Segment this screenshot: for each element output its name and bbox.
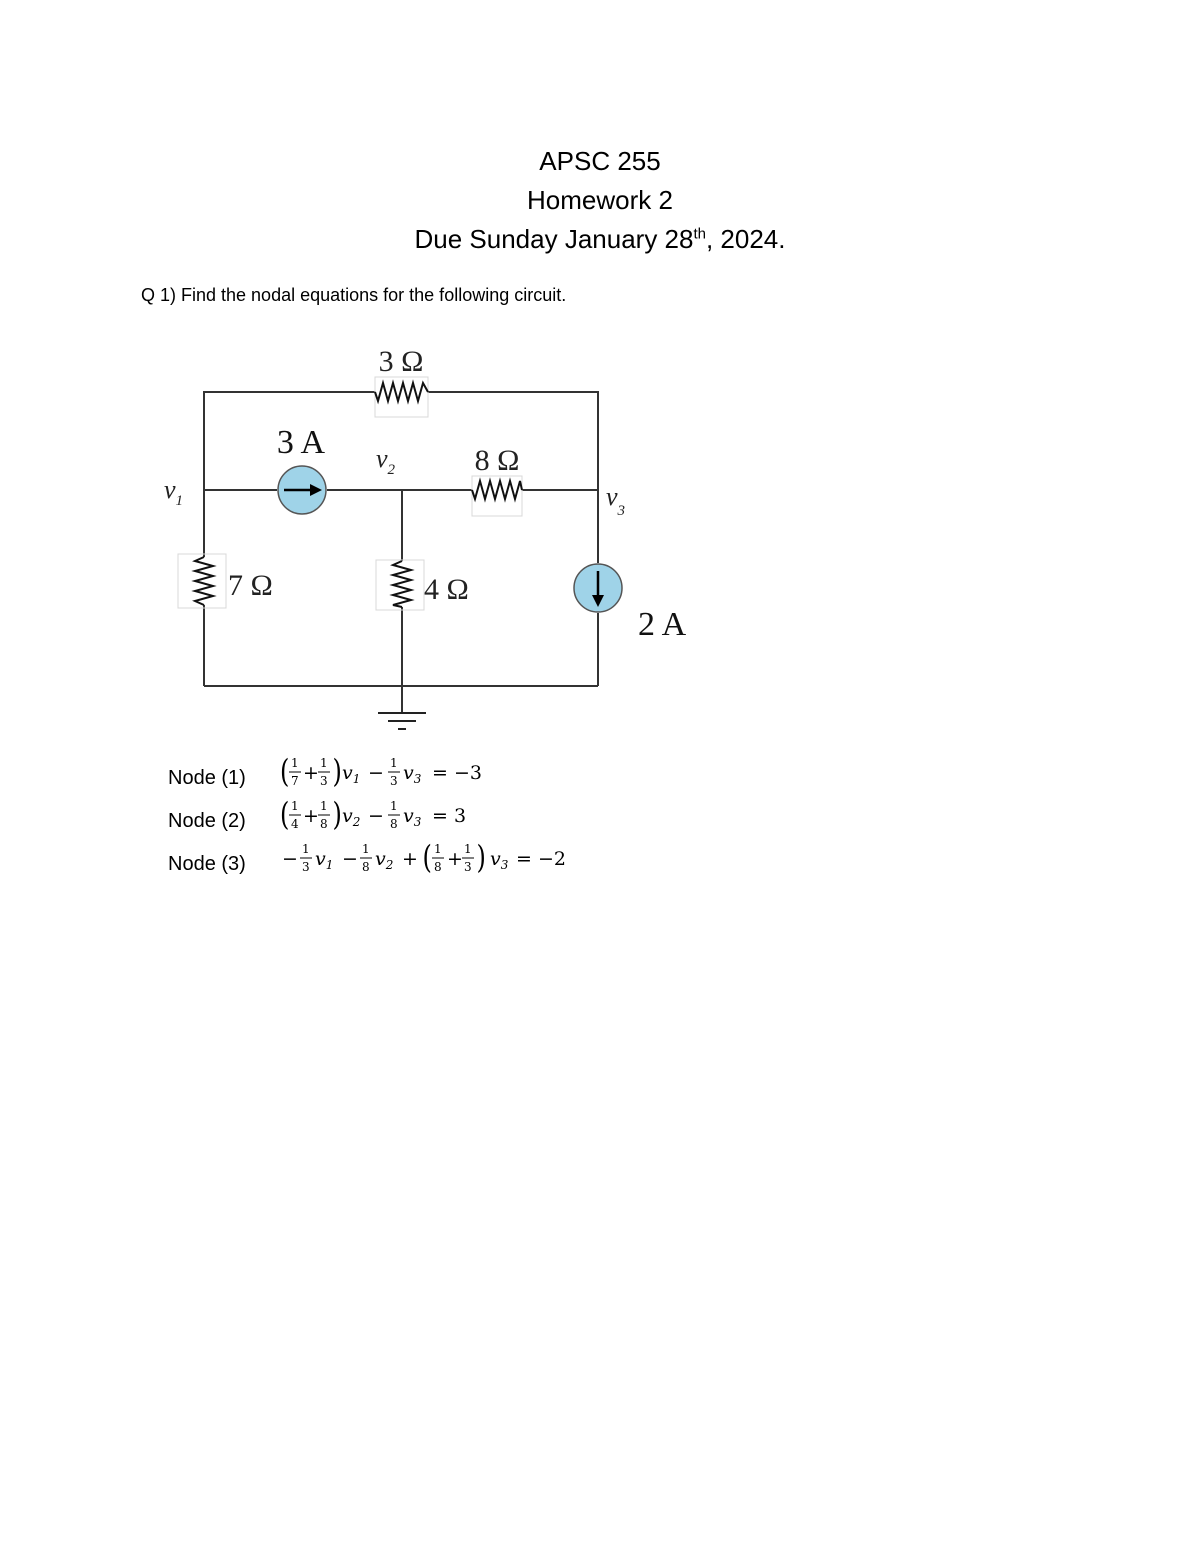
- label-node-v3: $v_3$: [606, 482, 626, 519]
- svg-text:3: 3: [464, 860, 472, 874]
- svg-text:−: −: [282, 848, 298, 870]
- svg-text:3: 3: [390, 774, 398, 788]
- svg-text:1: 1: [320, 799, 328, 813]
- svg-text:+: +: [402, 848, 418, 870]
- svg-text:1: 1: [302, 842, 310, 856]
- svg-text:7: 7: [291, 774, 299, 788]
- svg-text:8: 8: [434, 860, 442, 874]
- title-block: [0, 142, 1200, 259]
- equation-label: Node (3): [168, 853, 246, 875]
- svg-text:v3: $v_3$: [403, 805, 422, 829]
- svg-text:1: 1: [434, 842, 442, 856]
- svg-text:1: 1: [464, 842, 472, 856]
- label-r-top: 3 Ω: [378, 345, 424, 378]
- svg-text:8: 8: [320, 817, 328, 831]
- svg-text:v2: $v_2$: [375, 848, 394, 872]
- svg-text:+: +: [303, 805, 319, 827]
- equation-label: Node (1): [168, 767, 246, 789]
- svg-text:1: 1: [291, 799, 299, 813]
- label-r-center: 4 Ω: [424, 573, 469, 606]
- svg-text:= −3: = −3: [432, 762, 482, 784]
- resistor-center-4ohm: [393, 561, 411, 607]
- svg-text:1: 1: [390, 799, 398, 813]
- due-date: [0, 220, 1200, 259]
- svg-text:8: 8: [362, 860, 370, 874]
- svg-text:−: −: [342, 848, 358, 870]
- svg-text:): ): [476, 838, 486, 876]
- svg-text:(: (: [422, 838, 432, 876]
- resistor-top-3ohm: [375, 383, 428, 401]
- resistor-mid-8ohm: [472, 481, 522, 499]
- ground-symbol: [378, 713, 426, 729]
- svg-text:4: 4: [291, 817, 299, 831]
- question-text: Q 1) Find the nodal equations for the following circuit.: [141, 285, 567, 305]
- svg-text:v3: $v_3$: [490, 848, 509, 872]
- current-source-2a: [574, 564, 622, 612]
- svg-text:+: +: [303, 762, 319, 784]
- svg-text:v3: $v_3$: [403, 762, 422, 786]
- label-source-left: 3 A: [276, 424, 326, 461]
- svg-text:3: 3: [320, 774, 328, 788]
- due-date-ordinal: th: [693, 225, 706, 243]
- svg-text:8: 8: [390, 817, 398, 831]
- label-source-right: 2 A: [638, 606, 687, 643]
- equation-math: [280, 795, 700, 839]
- label-node-v2: $v_2$: [376, 444, 396, 478]
- svg-text:v1: $v_1$: [342, 762, 361, 786]
- svg-text:−: −: [368, 805, 384, 827]
- svg-text:1: 1: [320, 756, 328, 770]
- svg-text:+: +: [447, 848, 463, 870]
- resistor-left-7ohm: [195, 557, 213, 605]
- equation-math: [280, 838, 720, 882]
- svg-text:(: (: [280, 752, 290, 790]
- svg-text:1: 1: [390, 756, 398, 770]
- circuit-diagram: [150, 335, 750, 745]
- due-date-text: Due Sunday January 28: [414, 224, 694, 254]
- label-r-mid: 8 Ω: [474, 444, 520, 477]
- svg-text:v1: $v_1$: [315, 848, 334, 872]
- due-date-year: , 2024.: [705, 224, 786, 254]
- current-source-3a: [278, 466, 326, 514]
- svg-text:1: 1: [362, 842, 370, 856]
- course-title: APSC 255: [539, 146, 661, 176]
- svg-text:): ): [332, 795, 342, 833]
- equation-label: Node (2): [168, 810, 246, 832]
- assignment-title: Homework 2: [527, 185, 673, 215]
- svg-text:3: 3: [302, 860, 310, 874]
- svg-text:v2: $v_2$: [342, 805, 361, 829]
- label-node-v1: $v_1$: [164, 475, 184, 509]
- equation-math: [280, 752, 700, 796]
- svg-text:= 3: = 3: [432, 805, 467, 827]
- svg-text:1: 1: [291, 756, 299, 770]
- svg-text:(: (: [280, 795, 290, 833]
- svg-text:−: −: [368, 762, 384, 784]
- label-r-left: 7 Ω: [228, 569, 273, 602]
- svg-text:): ): [332, 752, 342, 790]
- svg-text:= −2: = −2: [516, 848, 566, 870]
